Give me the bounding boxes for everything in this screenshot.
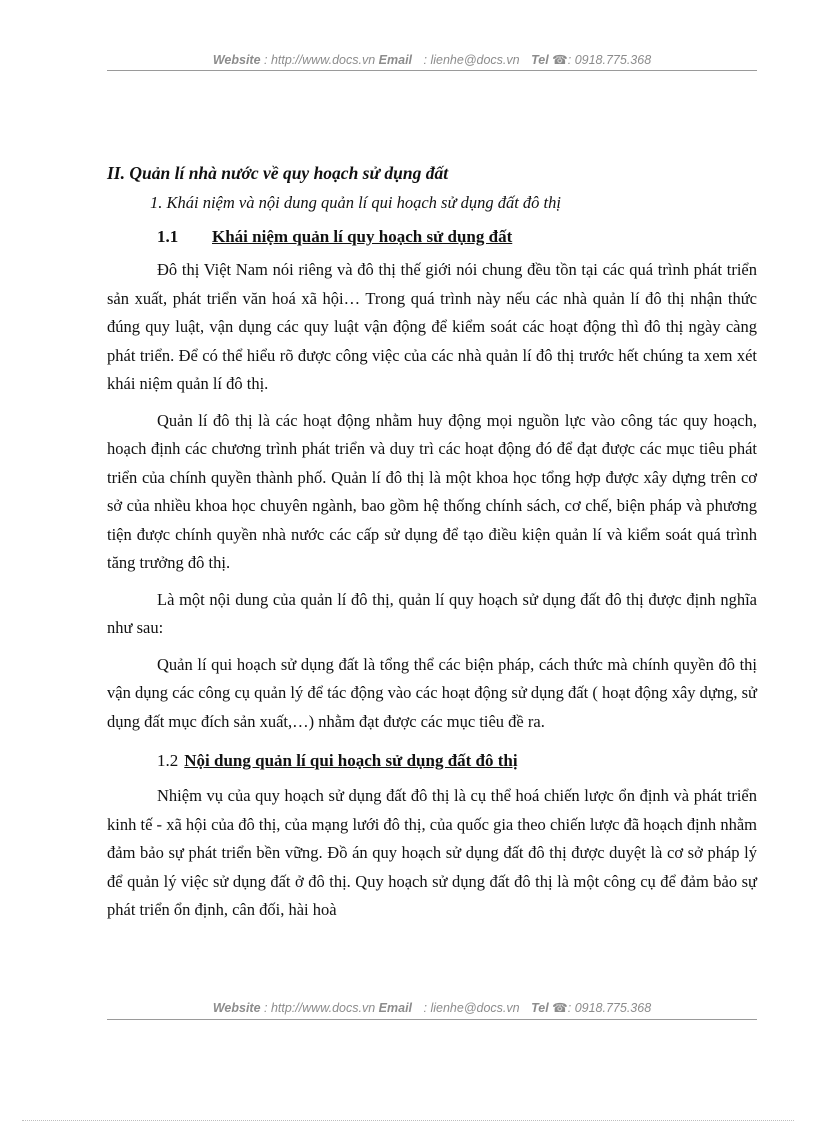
page-footer xyxy=(107,1000,757,1015)
phone-icon: ☎ xyxy=(552,1001,568,1015)
heading-number: 1.2 xyxy=(157,751,179,770)
website-value[interactable]: : http://www.docs.vn xyxy=(264,53,376,67)
email-value[interactable]: : lienhe@docs.vn xyxy=(423,1001,520,1015)
email-value[interactable]: : lienhe@docs.vn xyxy=(423,53,520,67)
heading-title: Khái niệm quản lí quy hoạch sử dụng đất xyxy=(212,227,513,246)
page-bottom-divider xyxy=(22,1120,794,1121)
website-label: Website xyxy=(212,53,261,67)
section-title: II. Quản lí nhà nước về quy hoạch sử dụng đất xyxy=(107,163,449,183)
footer-rule xyxy=(107,1019,757,1020)
tel-value: : 0918.775.368 xyxy=(567,53,652,67)
tel-value: : 0918.775.368 xyxy=(567,1001,652,1015)
header-rule xyxy=(107,70,757,71)
paragraph: Đô thị Việt Nam nói riêng và đô thị thế giới nói chung đều tồn tại các quá trình phát triển sản xuất, phát triển văn hoá xã hội… Trong quá trình này nếu các nhà quản lí đô thị nhận thức đúng quy luật, vận dụng các quy luật vận động để kiểm soát các hoạt động thì đô thị ngày càng phát triển. Để có thể hiểu rõ được công việc của các nhà quản lí đô thị trước hết chúng ta xem xét khái niệm quản lí đô thị. xyxy=(107,260,757,393)
paragraph: Nhiệm vụ của quy hoạch sử dụng đất đô thị là cụ thể hoá chiến lược ổn định và phát triển kinh tế - xã hội của đô thị, của mạng lưới đô thị, của quốc gia theo chiến lược đã hoạch định nhằm đảm bảo sự phát triển bền vững. Đồ án quy hoạch sử dụng đất đô thị được duyệt là cơ sở pháp lý để quản lý việc sử dụng đất ở đô thị. Quy hoạch sử dụng đất đô thị là một công cụ để đảm bảo sự phát triển ổn định, cân đối, hài hoà xyxy=(107,786,757,919)
phone-icon: ☎ xyxy=(552,53,568,67)
email-label: Email xyxy=(378,1001,413,1015)
heading-title: Nội dung quản lí qui hoạch sử dụng đất đô thị xyxy=(184,751,518,770)
heading-1-1 xyxy=(157,222,757,252)
subsection-title: 1. Khái niệm và nội dung quản lí qui hoạch sử dụng đất đô thị xyxy=(150,193,561,212)
website-label: Website xyxy=(212,1001,261,1015)
tel-label: Tel xyxy=(531,53,549,67)
tel-label: Tel xyxy=(531,1001,549,1015)
email-label: Email xyxy=(378,53,413,67)
heading-number: 1.1 xyxy=(157,227,179,246)
document-body xyxy=(107,158,757,925)
page-header xyxy=(107,52,757,67)
paragraph: Là một nội dung của quản lí đô thị, quản lí quy hoạch sử dụng đất đô thị được định nghĩa như sau: xyxy=(107,589,757,637)
paragraph: Quản lí đô thị là các hoạt động nhằm huy động mọi nguồn lực vào công tác quy hoạch, hoạch định các chương trình phát triển và duy trì các hoạt động đó để đạt được các mục tiêu phát triển của chính quyền thành phố. Quản lí đô thị là một khoa học tổng hợp được xây dựng trên cơ sở của nhiều khoa học chuyên ngành, bao gồm hệ thống chính sách, cơ chế, biện pháp và phương tiện được chính quyền nhà nước các cấp sử dụng để tạo điều kiện quản lí và kiểm soát quá trình tăng trưởng đô thị. xyxy=(107,410,757,572)
heading-1-2 xyxy=(157,746,757,776)
website-value[interactable]: : http://www.docs.vn xyxy=(264,1001,376,1015)
paragraph: Quản lí qui hoạch sử dụng đất là tổng thể các biện pháp, cách thức mà chính quyền đô thị vận dụng các công cụ quản lý để tác động vào các hoạt động sử dụng đất ( hoạt động xây dựng, sử dụng đất mục đích sản xuất,…) nhằm đạt được các mục tiêu đề ra. xyxy=(107,654,757,731)
